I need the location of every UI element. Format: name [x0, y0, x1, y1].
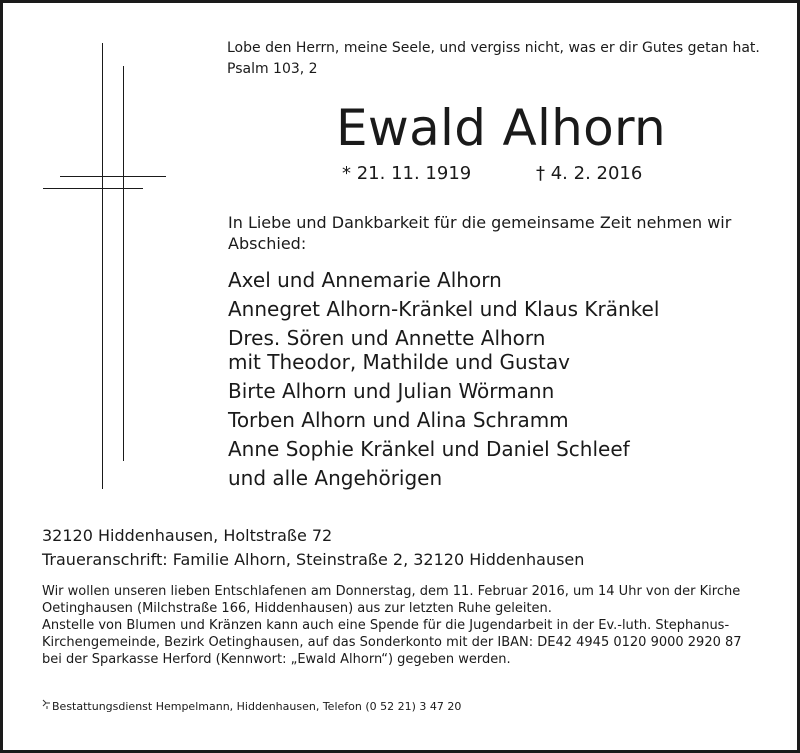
birth-date: * 21. 11. 1919: [342, 163, 472, 184]
family-member: Torben Alhorn und Alina Schramm: [228, 408, 569, 432]
mourning-address: Traueranschrift: Familie Alhorn, Steinstraße 2, 32120 Hiddenhausen: [42, 550, 585, 569]
family-member: Anne Sophie Kränkel und Daniel Schleef: [228, 437, 630, 461]
psalm-reference: Psalm 103, 2: [227, 61, 318, 77]
undertaker-logo-icon: [42, 699, 52, 715]
family-member: Axel und Annemarie Alhorn: [228, 268, 502, 292]
family-member: und alle Angehörigen: [228, 466, 443, 490]
cross-horizontal-line-1: [60, 176, 166, 177]
cross-vertical-line-2: [123, 66, 124, 461]
psalm-block: [227, 38, 760, 80]
address-block: [42, 524, 584, 572]
family-member: Birte Alhorn und Julian Wörmann: [228, 379, 555, 403]
notice-block: [42, 583, 762, 668]
undertaker-text: Bestattungsdienst Hempelmann, Hiddenhausen, Telefon (0 52 21) 3 47 20: [52, 700, 462, 713]
cross-vertical-line-1: [102, 43, 103, 489]
intro-text: In Liebe und Dankbarkeit für die gemeinsame Zeit nehmen wir Abschied:: [228, 213, 732, 253]
death-date: † 4. 2. 2016: [536, 163, 643, 184]
family-member-children: mit Theodor, Mathilde und Gustav: [228, 350, 570, 374]
cross-horizontal-line-2: [43, 188, 143, 189]
residence-address: 32120 Hiddenhausen, Holtstraße 72: [42, 526, 333, 545]
funeral-notice: Wir wollen unseren lieben Entschlafenen am Donnerstag, dem 11. Februar 2016, um 14 Uhr von der Kirche Oetinghausen (Milchstraße 166, Hiddenhausen) aus zur letzten Ruhe geleiten.: [42, 584, 741, 616]
donation-notice: Anstelle von Blumen und Kränzen kann auch eine Spende für die Jugendarbeit in der Ev.-luth. Stephanus-Kirchengemeinde, Bezirk Oetinghausen, auf das Sonderkonto mit der IBAN: DE42 4945 0120 9000 2920 87 bei der Sparkasse Herford (Kennwort: „Ewald Alhorn“) gegeben werden.: [42, 618, 742, 667]
family-member: Annegret Alhorn-Kränkel und Klaus Kränkel: [228, 297, 660, 321]
family-member: Dres. Sören und Annette Alhorn: [228, 326, 546, 350]
psalm-quote: Lobe den Herrn, meine Seele, und vergiss nicht, was er dir Gutes getan hat.: [227, 40, 760, 56]
family-list: [228, 266, 659, 493]
footer: [42, 699, 461, 715]
deceased-name: Ewald Alhorn: [336, 99, 666, 157]
